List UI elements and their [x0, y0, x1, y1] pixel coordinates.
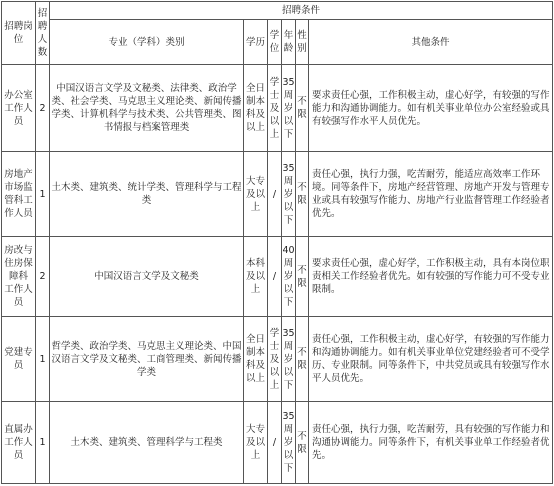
header-education: 学历	[244, 20, 268, 65]
header-major: 专业（学科）类别	[50, 20, 244, 65]
cell-count: 1	[36, 317, 50, 402]
cell-degree: 学士及以上	[268, 65, 282, 152]
table-row	[2, 152, 553, 237]
header-age: 年龄	[282, 20, 296, 65]
cell-gender: 不限	[296, 152, 309, 237]
cell-major: 土木类、建筑类、管理科学与工程类	[50, 402, 244, 484]
cell-major: 土木类、建筑类、统计学类、管理科学与工程类	[50, 152, 244, 237]
cell-other: 责任心强，工作积极主动，虚心好学，有较强的写作能力和沟通协调能力。如有机关事业单位党建经验者可不受学历、专业限制。同等条件下，中共党员或具有较强写作水平人员优先。	[309, 317, 553, 402]
cell-count: 2	[36, 65, 50, 152]
cell-education: 大专及以上	[244, 402, 268, 484]
cell-education: 本科及以上	[244, 237, 268, 317]
cell-count: 1	[36, 152, 50, 237]
cell-other: 要求责任心强，虚心好学，工作积极主动，具有本岗位职责相关工作经验者优先。如有较强的写作能力可不受专业限制。	[309, 237, 553, 317]
cell-degree: 学士及以上	[268, 317, 282, 402]
cell-education: 全日制本科及以上	[244, 317, 268, 402]
cell-position: 党建专员	[2, 317, 36, 402]
header-gender: 性别	[296, 20, 309, 65]
cell-gender: 不限	[296, 317, 309, 402]
cell-age: 35周岁以下	[282, 317, 296, 402]
cell-count: 1	[36, 402, 50, 484]
cell-gender: 不限	[296, 65, 309, 152]
table-row	[2, 65, 553, 152]
cell-position: 房改与住房保障科 工作人员	[2, 237, 36, 317]
recruitment-table	[1, 1, 553, 484]
cell-age: 35周岁以下	[282, 152, 296, 237]
cell-gender: 不限	[296, 237, 309, 317]
cell-degree: /	[268, 237, 282, 317]
table-row	[2, 402, 553, 484]
recruitment-table-page	[1, 1, 553, 484]
cell-position: 直属办工作人员	[2, 402, 36, 484]
header-position: 招聘岗位	[2, 2, 36, 65]
cell-other: 责任心强，执行力强，吃苦耐劳，能适应高效率工作环境。同等条件下，房地产经营管理、房地产开发与管理专业或具有较强写作能力、房地产行业监督管理工作经验者优先。	[309, 152, 553, 237]
cell-degree: /	[268, 152, 282, 237]
header-other: 其他条件	[309, 20, 553, 65]
cell-position: 房地产市场监管科工作人员	[2, 152, 36, 237]
cell-major: 哲学类、政治学类、马克思主义理论类、中国汉语言文学及文秘类、工商管理类、新闻传播学类	[50, 317, 244, 402]
cell-count: 2	[36, 237, 50, 317]
header-degree: 学位	[268, 20, 282, 65]
cell-major: 中国汉语言文学及文秘类、法律类、政治学类、社会学类、马克思主义理论类、新闻传播学类、计算机科学与技术类、公共管理类、图书情报与档案管理类	[50, 65, 244, 152]
table-row	[2, 237, 553, 317]
cell-degree: /	[268, 402, 282, 484]
cell-education: 全日制本科及以上	[244, 65, 268, 152]
cell-major: 中国汉语言文学及文秘类	[50, 237, 244, 317]
header-count: 招聘人数	[36, 2, 50, 65]
cell-age: 40周岁以下	[282, 237, 296, 317]
cell-age: 35周岁以下	[282, 402, 296, 484]
cell-education: 大专及以上	[244, 152, 268, 237]
cell-other: 责任心强，执行力强，吃苦耐劳，具有较强的写作能力和沟通协调能力。同等条件下，有机关事业单工作经验者优先。	[309, 402, 553, 484]
table-row	[2, 317, 553, 402]
cell-age: 35周岁以下	[282, 65, 296, 152]
header-conditions: 招聘条件	[50, 2, 553, 20]
cell-other: 要求责任心强，工作积极主动，虚心好学，有较强的写作能力和沟通协调能力。如有机关事业单位办公室经验或具有较强写作水平人员优先。	[309, 65, 553, 152]
cell-gender: 不限	[296, 402, 309, 484]
cell-position: 办公室工作人员	[2, 65, 36, 152]
